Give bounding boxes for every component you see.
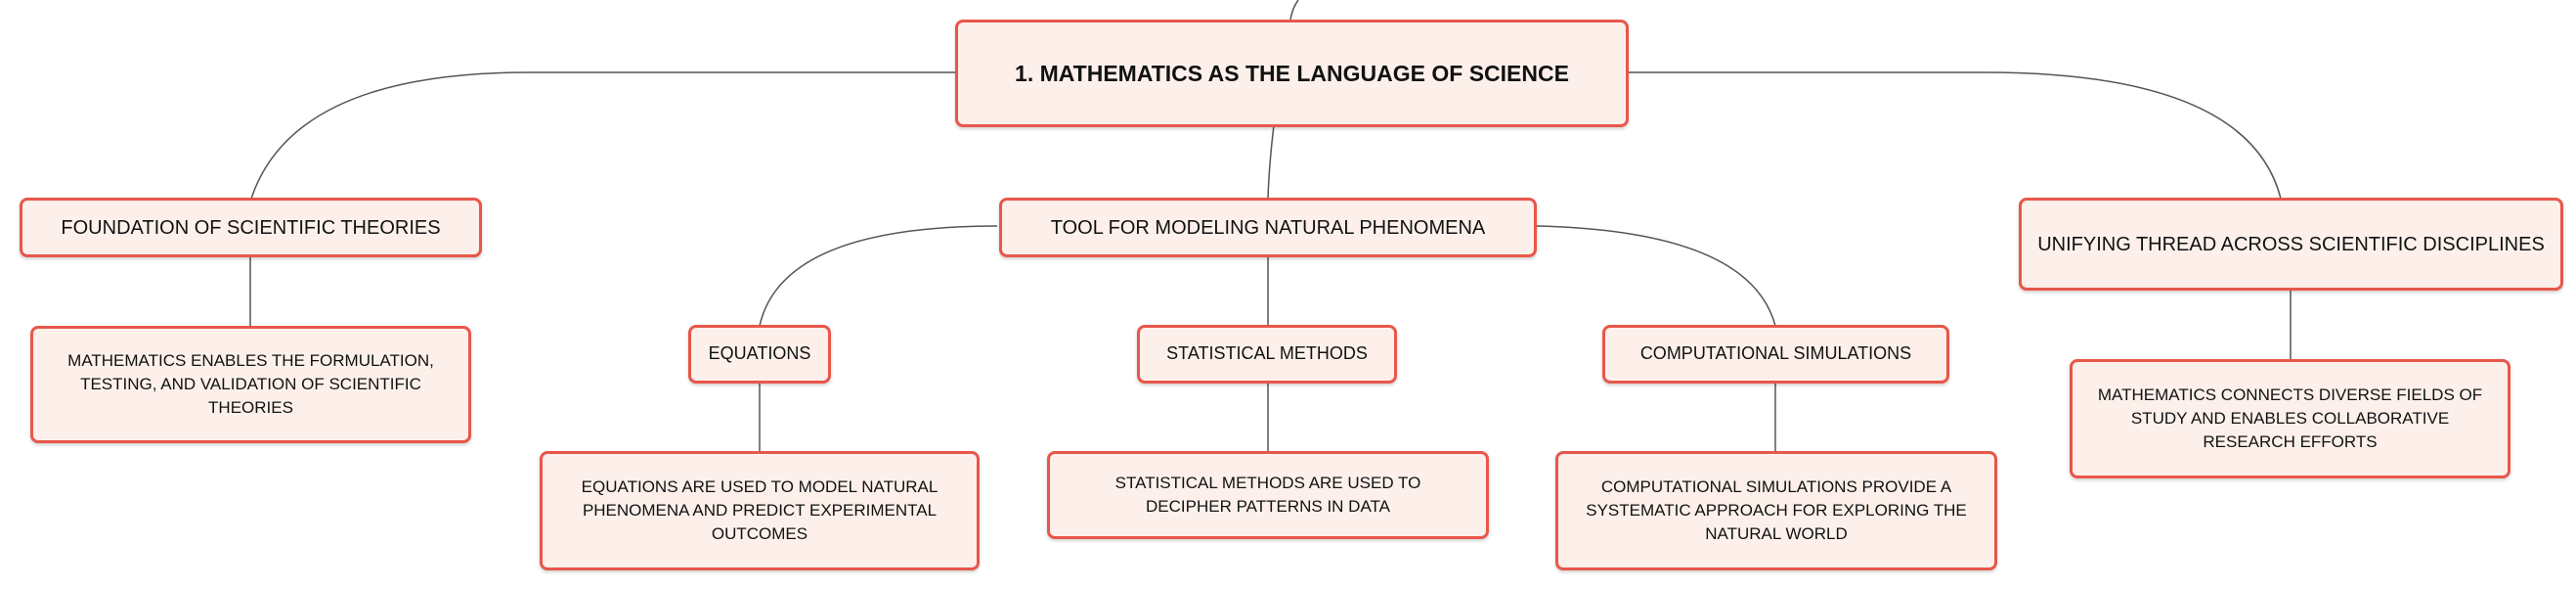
connector-to-parent bbox=[1290, 0, 1298, 20]
computational-detail-text: COMPUTATIONAL SIMULATIONS PROVIDE A SYSTEMATIC APPROACH FOR EXPLORING THE NATURAL WORLD bbox=[1586, 477, 1967, 543]
branch-unifying-node[interactable] bbox=[2019, 198, 2563, 291]
statistical-detail-text: STATISTICAL METHODS ARE USED TO DECIPHER PATTERNS IN DATA bbox=[1114, 474, 1421, 516]
statistical-detail-node[interactable] bbox=[1047, 451, 1489, 539]
branch-unifying-label: UNIFYING THREAD ACROSS SCIENTIFIC DISCIPLINES bbox=[2037, 233, 2545, 255]
equations-detail-text: EQUATIONS ARE USED TO MODEL NATURAL PHENOMENA AND PREDICT EXPERIMENTAL OUTCOMES bbox=[581, 477, 939, 543]
connector-root-foundation bbox=[251, 72, 955, 199]
root-topic-label: 1. MATHEMATICS AS THE LANGUAGE OF SCIENCE bbox=[1015, 60, 1569, 86]
connector-root-unifying bbox=[1629, 72, 2281, 199]
foundation-detail-node[interactable] bbox=[30, 326, 471, 443]
foundation-detail-text: MATHEMATICS ENABLES THE FORMULATION, TESTING, AND VALIDATION OF SCIENTIFIC THEORIES bbox=[67, 351, 434, 417]
unifying-detail-node[interactable] bbox=[2070, 359, 2511, 478]
unifying-detail-text: MATHEMATICS CONNECTS DIVERSE FIELDS OF STUDY AND ENABLES COLLABORATIVE RESEARCH EFFORTS bbox=[2097, 385, 2483, 451]
subtopic-computational-node[interactable] bbox=[1602, 325, 1949, 384]
equations-detail-node[interactable] bbox=[540, 451, 980, 570]
connector-modeling-computational bbox=[1537, 226, 1775, 326]
connector-root-modeling bbox=[1268, 125, 1274, 199]
subtopic-equations-label: EQUATIONS bbox=[708, 343, 811, 364]
branch-modeling-label: TOOL FOR MODELING NATURAL PHENOMENA bbox=[1050, 216, 1486, 239]
branch-foundation-label: FOUNDATION OF SCIENTIFIC THEORIES bbox=[61, 216, 441, 239]
subtopic-statistical-label: STATISTICAL METHODS bbox=[1166, 343, 1368, 364]
connector-modeling-equations bbox=[760, 226, 997, 326]
branch-foundation-node[interactable] bbox=[20, 198, 482, 257]
subtopic-statistical-node[interactable] bbox=[1137, 325, 1397, 384]
subtopic-computational-label: COMPUTATIONAL SIMULATIONS bbox=[1639, 343, 1912, 364]
root-topic-node[interactable] bbox=[955, 20, 1629, 127]
computational-detail-node[interactable] bbox=[1555, 451, 1997, 570]
branch-modeling-node[interactable] bbox=[999, 198, 1537, 257]
subtopic-equations-node[interactable] bbox=[688, 325, 831, 384]
